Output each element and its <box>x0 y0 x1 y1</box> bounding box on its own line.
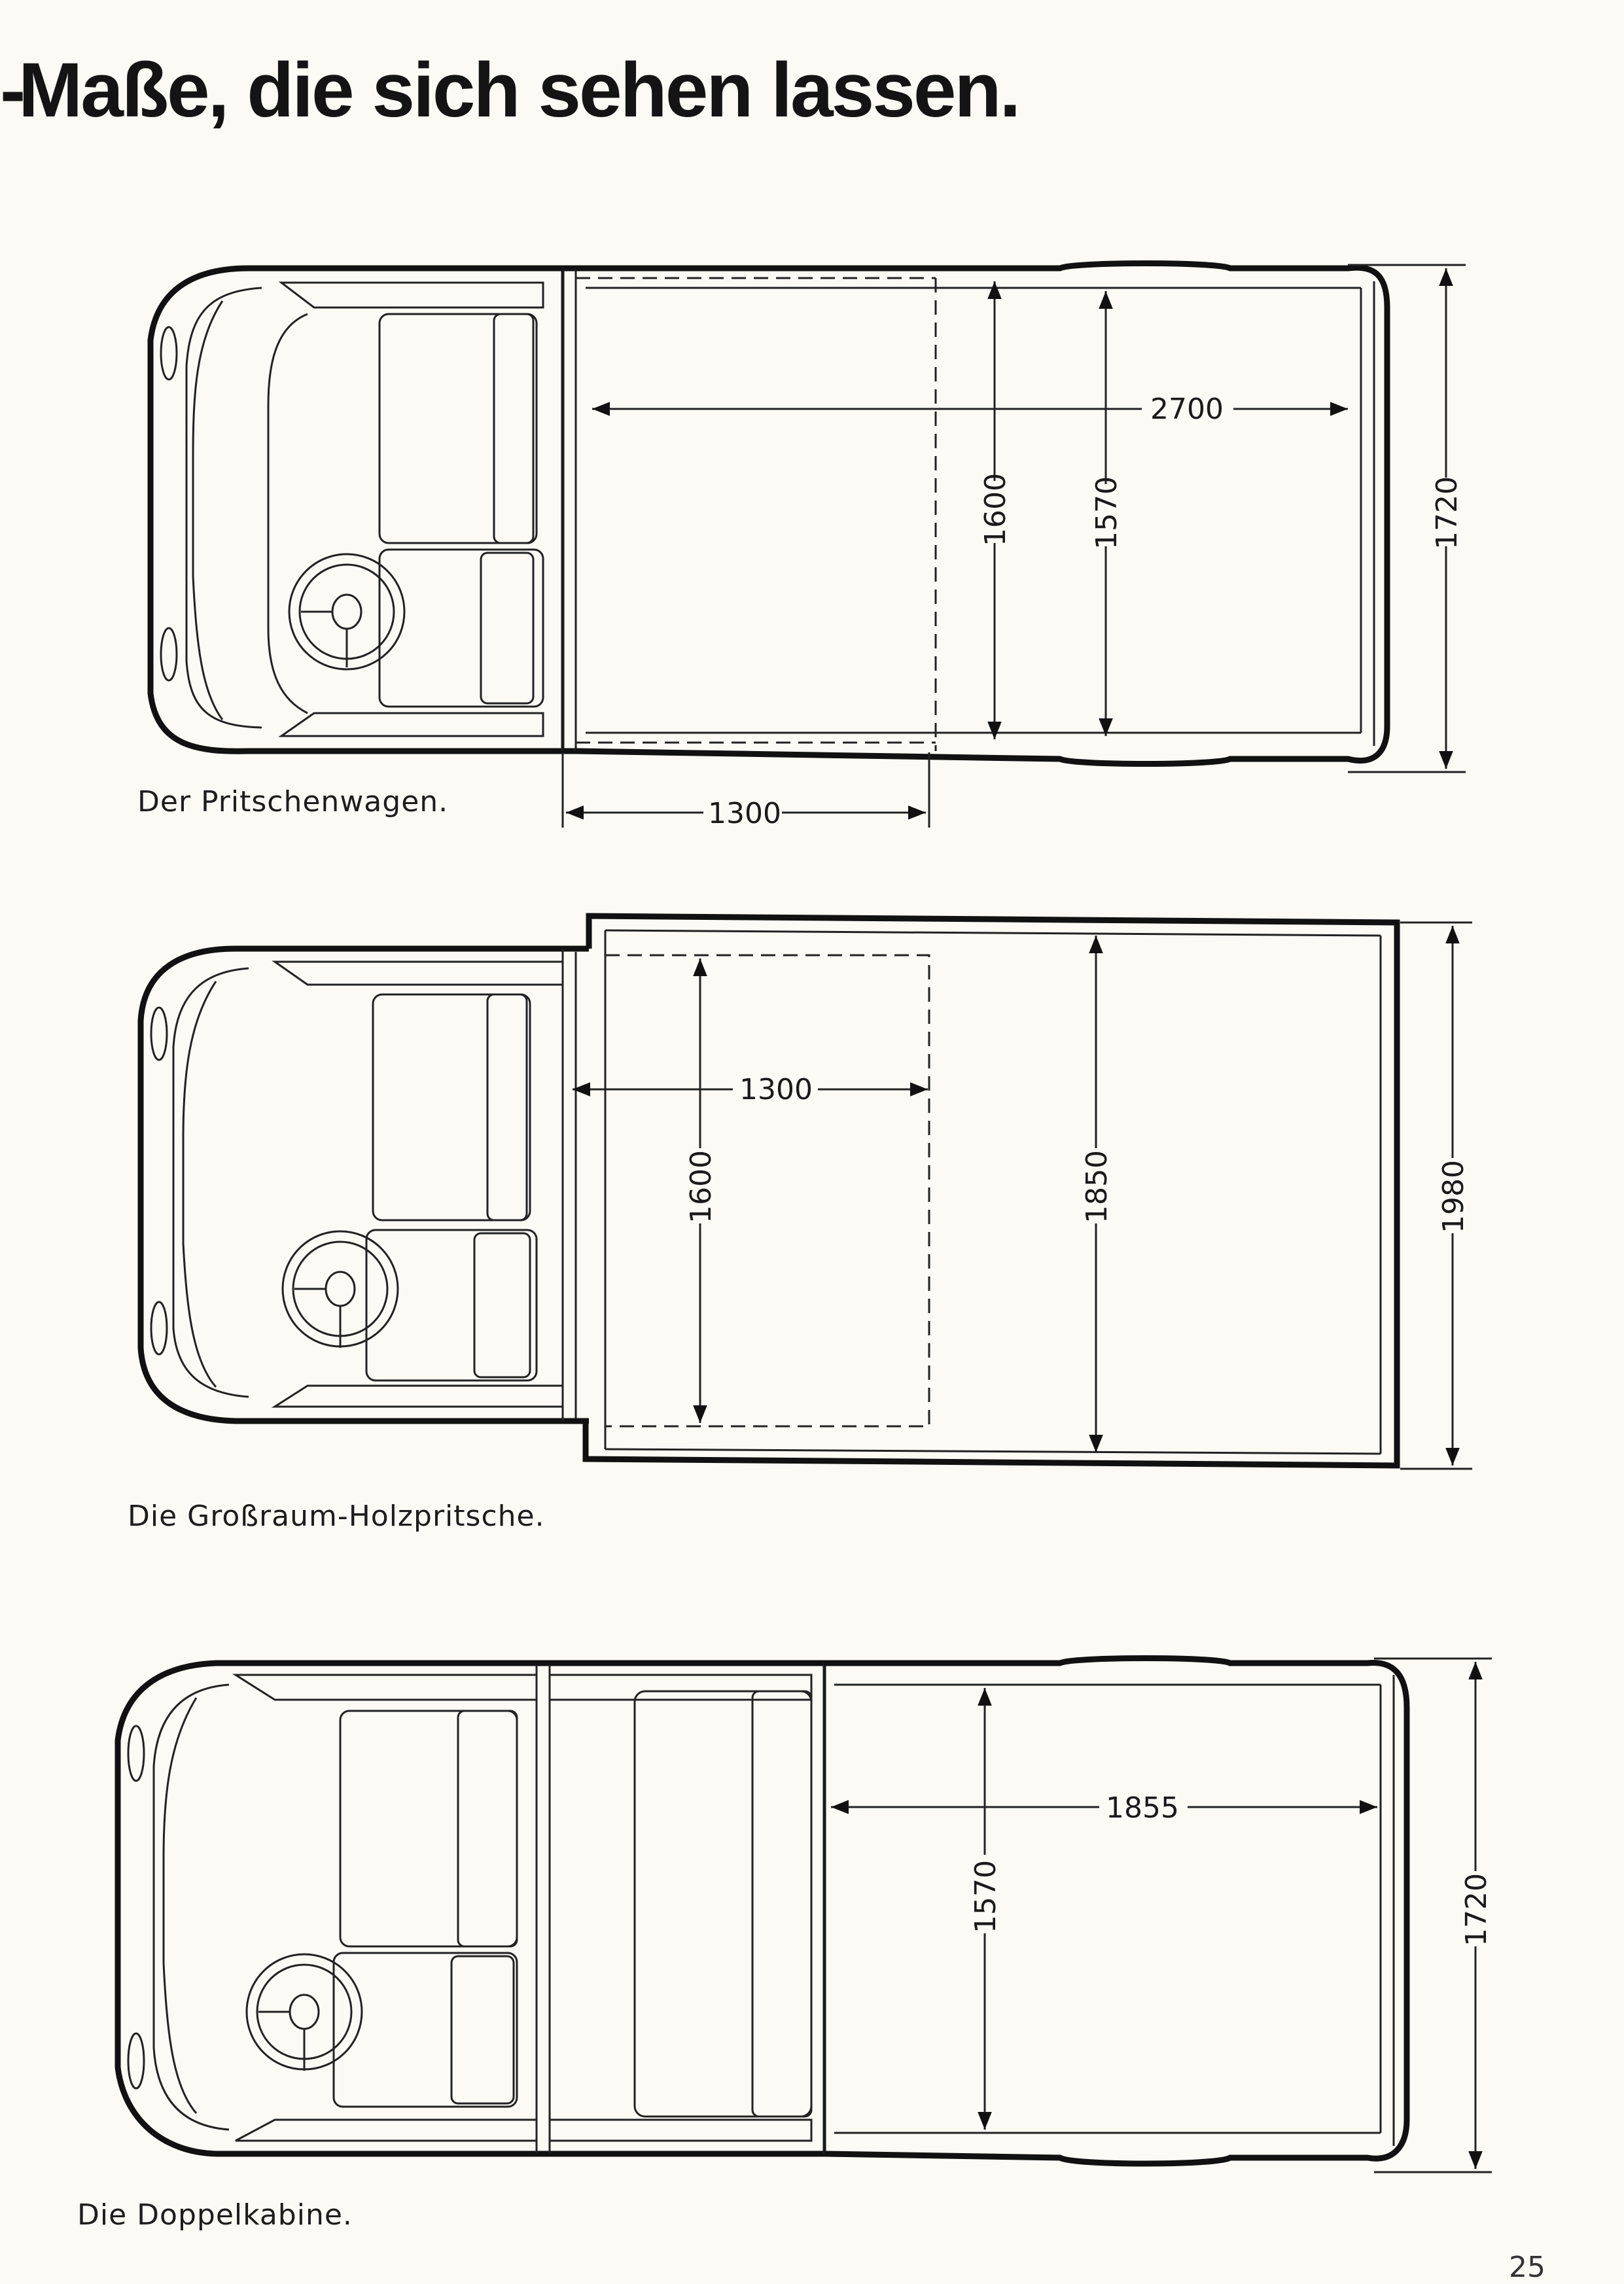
dim-bed-width: 1850 <box>1080 1150 1114 1223</box>
dimensions-holzpritsche <box>573 922 1472 1469</box>
dim-inner-width: 1570 <box>969 1860 1002 1933</box>
drawing-doppelkabine <box>118 1659 1407 2164</box>
dim-bed-length: 2700 <box>1150 393 1224 426</box>
caption-holzpritsche: Die Großraum-Holzpritsche. <box>128 1500 545 1533</box>
dim-outer-width: 1720 <box>1460 1873 1493 1946</box>
page-number: 25 <box>1509 2251 1545 2284</box>
page-edge-mark: - <box>0 47 24 133</box>
dim-cab-gap-length: 1300 <box>739 1073 813 1106</box>
bed-outline <box>824 1659 1407 2164</box>
caption-doppelkabine: Die Doppelkabine. <box>77 2198 353 2232</box>
cab-shell <box>150 268 576 751</box>
dim-inner-width-a: 1600 <box>979 473 1012 546</box>
drawing-holzpritsche <box>141 916 1397 1466</box>
caption-pritschenwagen: Der Pritschenwagen. <box>137 785 449 818</box>
dimensions-pritschenwagen <box>563 265 1466 830</box>
dim-inner-width-b: 1570 <box>1090 476 1123 550</box>
drawing-pritschenwagen <box>150 264 1387 764</box>
page-title-text: Maße, die sich sehen lassen. <box>18 47 1019 133</box>
dim-outer-width: 1720 <box>1430 476 1464 550</box>
dim-outer-width: 1980 <box>1437 1160 1470 1233</box>
dim-bed-length: 1855 <box>1106 1791 1179 1825</box>
dim-cab-gap-length: 1300 <box>708 797 781 830</box>
cab-shell <box>141 949 589 1421</box>
cab-shell <box>118 1663 824 2154</box>
dim-inner-width-a: 1600 <box>684 1150 718 1223</box>
